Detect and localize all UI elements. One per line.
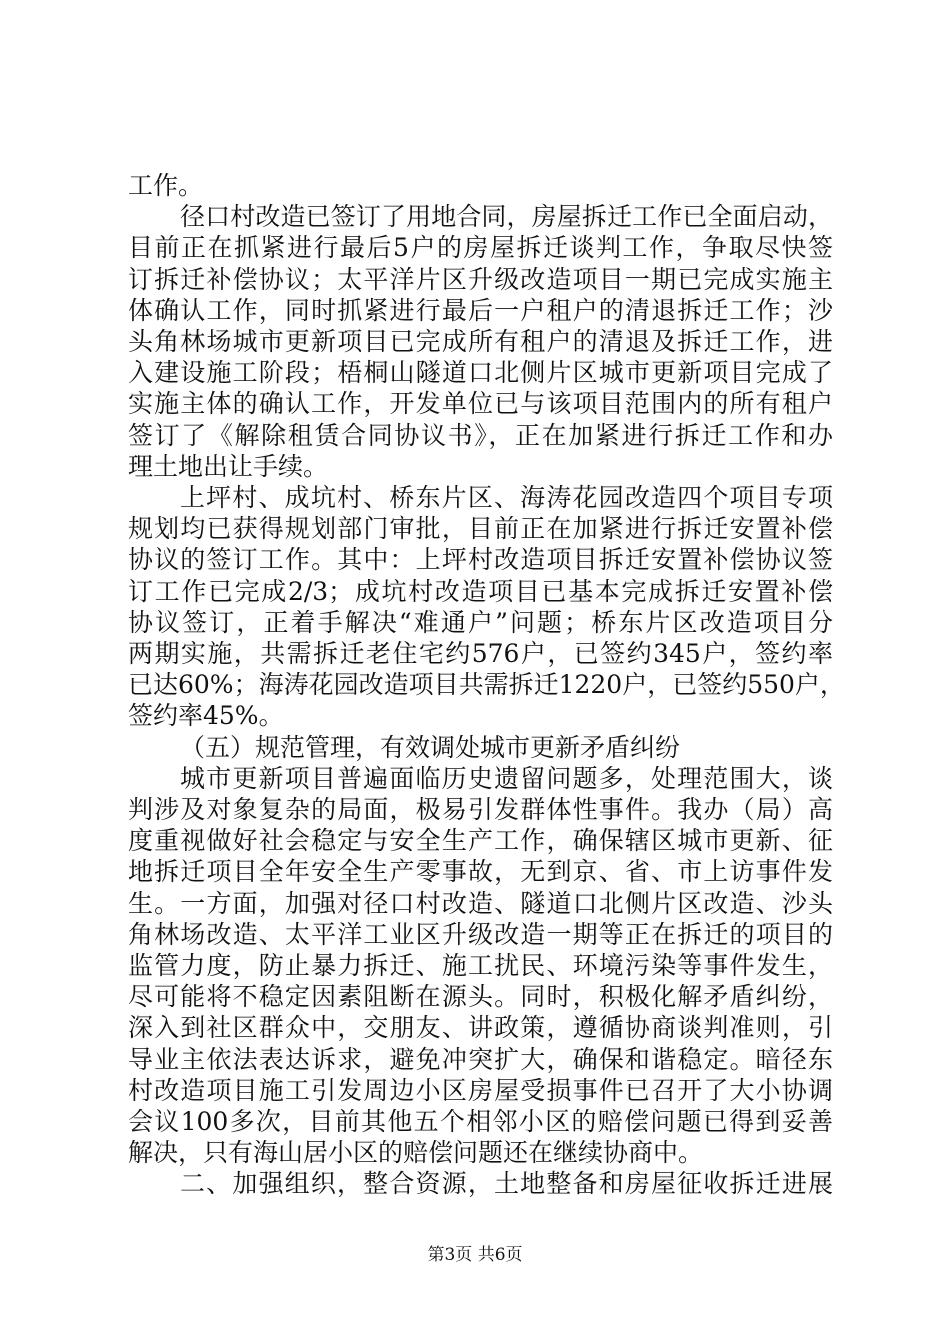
text-line: 角林场改造、太平洋工业区升级改造一期等正在拆迁的项目的 xyxy=(128,919,833,949)
text-line: 已达60%；海涛花园改造项目共需拆迁1220户，已签约550户， xyxy=(128,670,845,700)
text-line: 生。一方面，加强对径口村改造、隧道口北侧片区改造、沙头 xyxy=(128,888,833,918)
text-line: 目前正在抓紧进行最后5户的房屋拆迁谈判工作，争取尽快签 xyxy=(128,233,833,263)
text-line: 两期实施，共需拆迁老住宅约576户，已签约345户，签约率 xyxy=(128,639,833,668)
text-line: 签约率45%。 xyxy=(128,701,284,731)
text-line: 监管力度，防止暴力拆迁、施工扰民、环境污染等事件发生， xyxy=(128,951,833,980)
text-line: 体确认工作，同时抓紧进行最后一户租户的清退拆迁工作；沙 xyxy=(128,295,833,325)
text-line: 深入到社区群众中，交朋友、讲政策，遵循协商谈判准则，引 xyxy=(128,1013,833,1043)
text-line: 城市更新项目普遍面临历史遗留问题多，处理范围大，谈 xyxy=(180,763,833,793)
text-line: 头角林场城市更新项目已完成所有租户的清退及拆迁工作，进 xyxy=(128,327,833,356)
text-line: 协议的签订工作。其中：上坪村改造项目拆迁安置补偿协议签 xyxy=(128,545,833,575)
page-number-footer: 第3页 共6页 xyxy=(427,1245,523,1265)
text-line: 判涉及对象复杂的局面，极易引发群体性事件。我办（局）高 xyxy=(128,795,833,824)
text-line: 签订了《解除租赁合同协议书》，正在加紧进行拆迁工作和办 xyxy=(128,420,833,450)
section-heading: （五）规范管理，有效调处城市更新矛盾纠纷 xyxy=(180,732,681,762)
text-line: 协议签订，正着手解决“难通户”问题；桥东片区改造项目分 xyxy=(128,607,833,637)
text-line: 地拆迁项目全年安全生产零事故，无到京、省、市上访事件发 xyxy=(128,857,833,887)
text-line: 工作。 xyxy=(128,171,204,200)
text-line: 理土地出让手续。 xyxy=(128,451,329,481)
text-line: 尽可能将不稳定因素阻断在源头。同时，积极化解矛盾纠纷， xyxy=(128,982,833,1012)
text-line: 订工作已完成2/3；成坑村改造项目已基本完成拆迁安置补偿 xyxy=(128,576,833,606)
text-line: 解决，只有海山居小区的赔偿问题还在继续协商中。 xyxy=(128,1138,704,1168)
text-line: 径口村改造已签订了用地合同，房屋拆迁工作已全面启动， xyxy=(180,202,833,232)
text-line: 会议100多次，目前其他五个相邻小区的赔偿问题已得到妥善 xyxy=(128,1107,833,1136)
text-line: 订拆迁补偿协议；太平洋片区升级改造项目一期已完成实施主 xyxy=(128,264,833,294)
text-line: 二、加强组织，整合资源，土地整备和房屋征收拆迁进展 xyxy=(180,1169,833,1199)
text-line: 度重视做好社会稳定与安全生产工作，确保辖区城市更新、征 xyxy=(128,826,833,856)
text-line: 导业主依法表达诉求，避免冲突扩大，确保和谐稳定。暗径东 xyxy=(128,1044,833,1074)
text-line: 规划均已获得规划部门审批，目前正在加紧进行拆迁安置补偿 xyxy=(128,514,833,544)
text-line: 上坪村、成坑村、桥东片区、海涛花园改造四个项目专项 xyxy=(180,483,833,512)
text-line: 实施主体的确认工作，开发单位已与该项目范围内的所有租户 xyxy=(128,389,833,419)
text-line: 村改造项目施工引发周边小区房屋受损事件已召开了大小协调 xyxy=(128,1075,833,1105)
text-line: 入建设施工阶段；梧桐山隧道口北侧片区城市更新项目完成了 xyxy=(128,358,833,388)
